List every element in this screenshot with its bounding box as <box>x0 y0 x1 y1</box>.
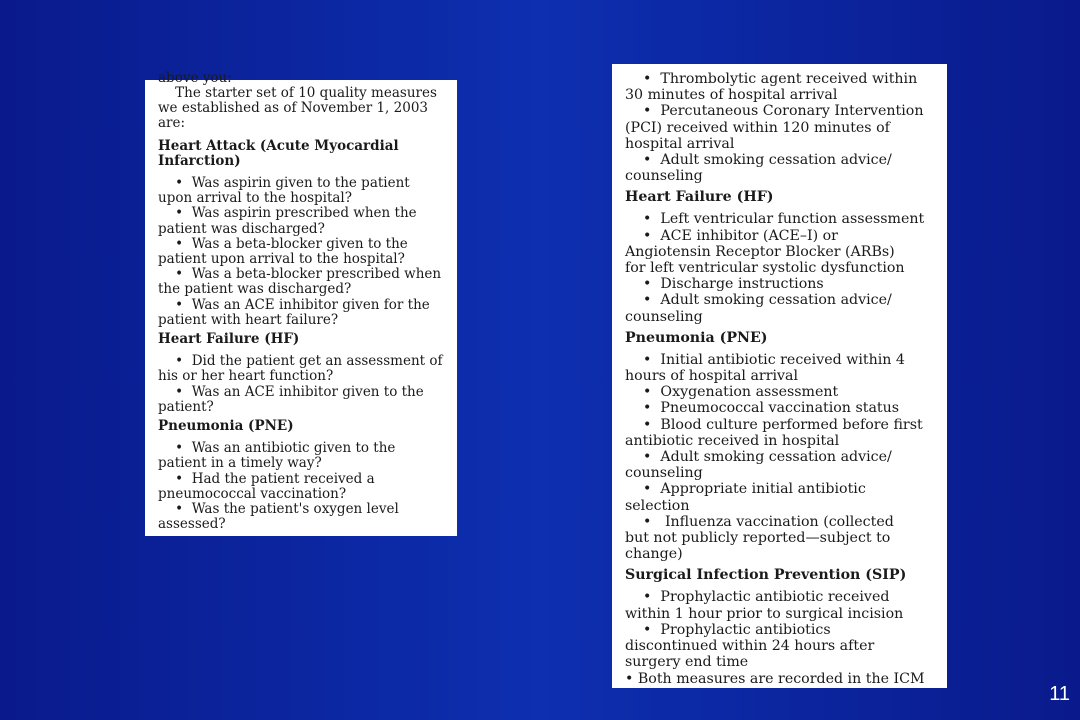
bullet-item: • Adult smoking cessation advice/ counseling <box>625 152 892 185</box>
section-pneumonia <box>625 330 943 563</box>
section-heading: Pneumonia (PNE) <box>625 329 768 346</box>
cut-off-bottom-line: • Both measures are recorded in the ICM <box>625 670 925 687</box>
bullet-item: • Blood culture performed before first antibiotic received in hospital <box>625 416 923 449</box>
bullet-item: • ACE inhibitor (ACE–I) or Angiotensin Receptor Blocker (ARBs) for left ventricular systolic dysfunction <box>625 227 905 277</box>
section-heart-failure <box>158 332 453 415</box>
bullet-item: • Had the patient received a pneumococcal vaccination? <box>158 470 375 502</box>
slide-number: 11 <box>1049 683 1070 705</box>
section-heading: Pneumonia (PNE) <box>158 418 294 435</box>
bullet-item: • Adult smoking cessation advice/ counseling <box>625 449 892 482</box>
bullet-item: • Oxygenation assessment <box>625 384 839 401</box>
bullet-item: • Was a beta-blocker given to the patient upon arrival to the hospital? <box>158 235 408 268</box>
left-document-clipping <box>145 70 457 536</box>
bullet-item: • Was aspirin given to the patient upon arrival to the hospital? <box>158 175 410 207</box>
bullet-item: • Was a beta-blocker prescribed when the patient was discharged? <box>158 266 442 298</box>
section-pneumonia <box>158 419 453 532</box>
section-heart-failure <box>625 189 943 324</box>
bullet-item: • Was an ACE inhibitor given for the patient with heart failure? <box>158 296 430 328</box>
section-heading: Heart Attack (Acute Myocardial Infarction) <box>158 137 399 169</box>
bullet-item: • Initial antibiotic received within 4 hours of hospital arrival <box>625 351 905 385</box>
bullet-item: • Thrombolytic agent received within 30 minutes of hospital arrival <box>625 71 918 104</box>
intro-text: The starter set of 10 quality measures we established as of November 1, 2003 are: <box>158 85 437 132</box>
section-heading: Heart Failure (HF) <box>625 189 774 206</box>
bullet-item: • Was an antibiotic given to the patient in a timely way? <box>158 440 396 472</box>
bullet-item: • Did the patient get an assessment of his or her heart function? <box>158 353 443 385</box>
bullet-item: • Pneumococcal vaccination status <box>625 400 900 417</box>
section-heading: Heart Failure (HF) <box>158 331 300 348</box>
section-surgical-infection-prevention <box>625 567 943 687</box>
section-heading: Surgical Infection Prevention (SIP) <box>625 567 907 584</box>
right-document-clipping <box>612 64 947 688</box>
bullet-item: • Was an ACE inhibitor given to the patient? <box>158 383 424 415</box>
bullet-item: • Discharge instructions <box>625 276 824 293</box>
bullet-item: • Prophylactic antibiotics discontinued within 24 hours after surgery end time <box>625 621 875 671</box>
section-heart-attack <box>158 139 453 328</box>
bullet-item: • Was aspirin prescribed when the patient was discharged? <box>158 205 417 237</box>
bullet-item: • Prophylactic antibiotic received within 1 hour prior to surgical incision <box>625 589 904 622</box>
bullet-item: • Influenza vaccination (collected but not publicly reported—subject to change) <box>625 513 894 563</box>
bullet-item: • Adult smoking cessation advice/ counseling <box>625 292 892 325</box>
section-lead-items <box>625 71 943 184</box>
cut-off-top-line: above you: <box>158 70 232 86</box>
bullet-item: • Left ventricular function assessment <box>625 211 925 228</box>
bullet-item: • Was the patient's oxygen level assessed? <box>158 501 399 533</box>
bullet-item: • Percutaneous Coronary Intervention (PCI) received within 120 minutes of hospital arrival <box>625 103 924 152</box>
bullet-item: • Appropriate initial antibiotic selection <box>625 481 866 514</box>
